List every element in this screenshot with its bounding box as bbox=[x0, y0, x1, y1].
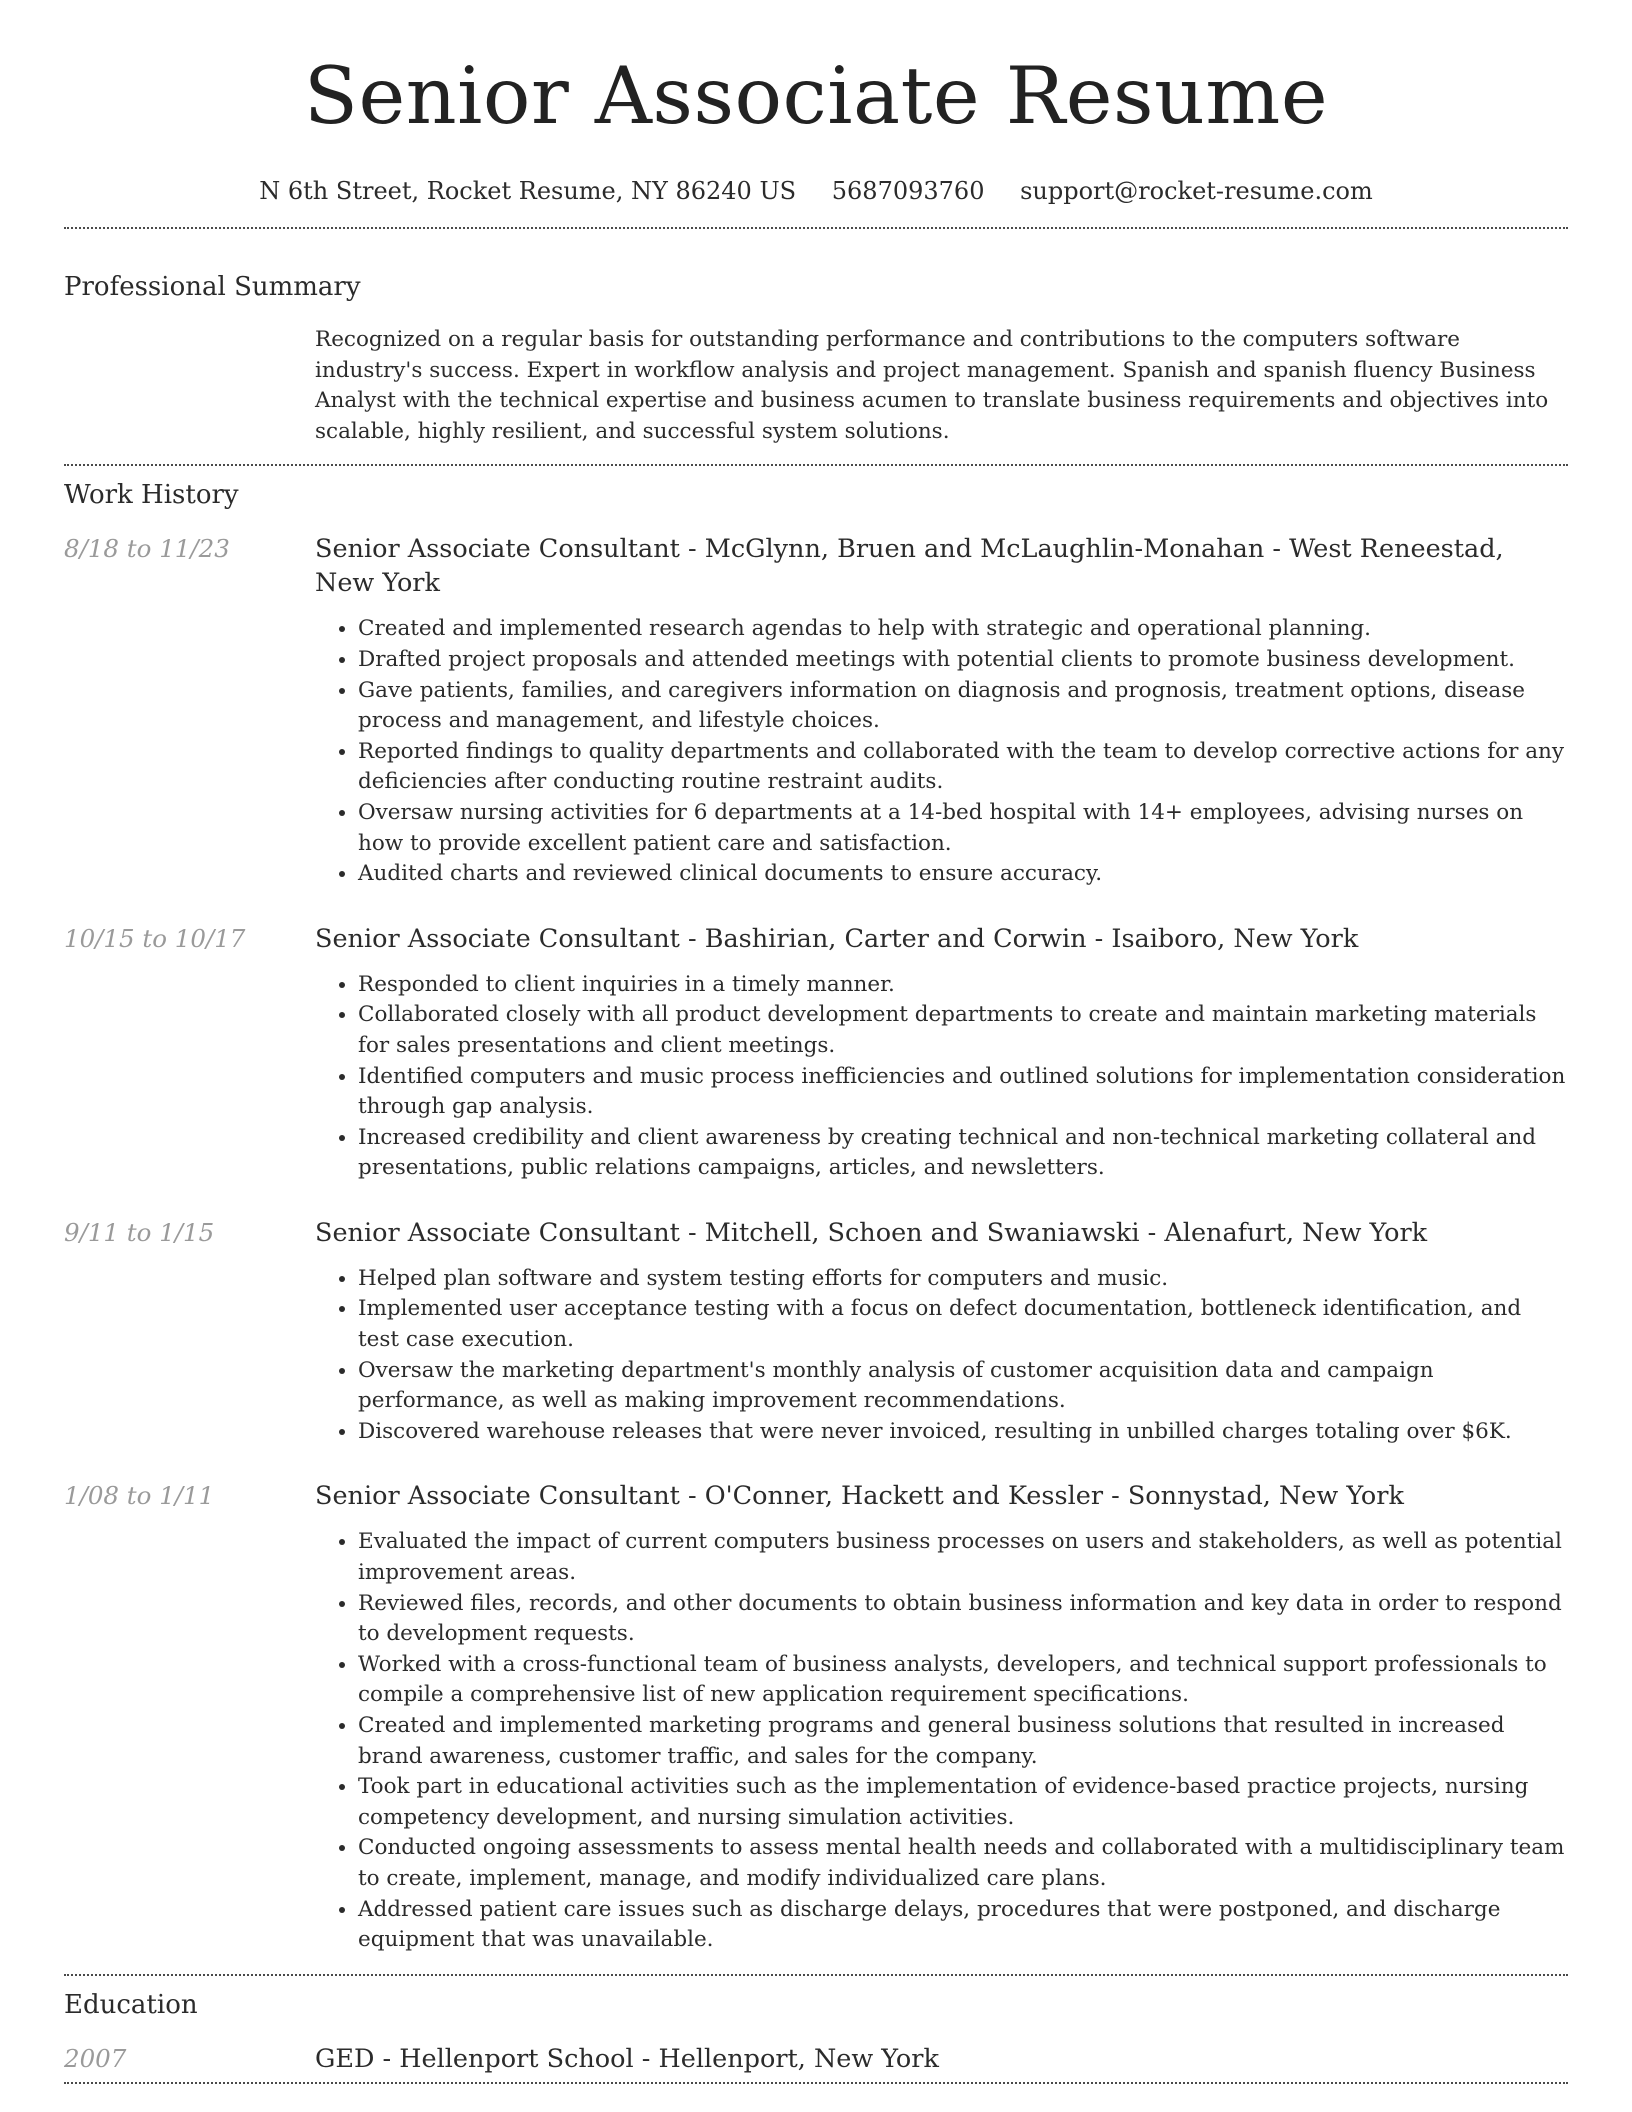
job-title: Senior Associate Consultant - McGlynn, Bruen and McLaughlin-Monahan - West Reneestad, New York bbox=[315, 534, 1504, 599]
divider bbox=[64, 2082, 1568, 2084]
job-bullet: • Took part in educational activities such as the implementation of evidence-based practice projects, nursing competency development, and nursing simulation activities. bbox=[358, 1772, 1568, 1833]
job-bullet: • Oversaw nursing activities for 6 departments at a 14-bed hospital with 14+ employees, advising nurses on how to provide excellent patient care and satisfaction. bbox=[358, 798, 1568, 859]
job-body bbox=[315, 1479, 1568, 1955]
job-body bbox=[315, 532, 1568, 889]
education-detail: GED - Hellenport School - Hellenport, New York bbox=[315, 2043, 939, 2074]
contact-line bbox=[64, 176, 1568, 206]
job-entry bbox=[64, 1479, 1568, 1955]
divider bbox=[64, 464, 1568, 466]
job-entry bbox=[64, 1216, 1568, 1448]
job-dates: 8/18 to 11/23 bbox=[64, 534, 230, 564]
contact-phone: 5687093760 bbox=[831, 177, 985, 205]
job-entry bbox=[64, 922, 1568, 1184]
job-bullets bbox=[315, 614, 1568, 889]
divider bbox=[64, 1974, 1568, 1976]
job-bullet: • Collaborated closely with all product development departments to create and maintain marketing materials for sales presentations and client meetings. bbox=[358, 1000, 1568, 1061]
summary-text: Recognized on a regular basis for outstanding performance and contributions to the computers software industry's success. Expert in workflow analysis and project management. Spanish and spanish fluency Business Analyst with the technical expertise and business acumen to translate business requirements and objectives into scalable, highly resilient, and successful system solutions. bbox=[315, 327, 1549, 444]
job-bullet: • Drafted project proposals and attended meetings with potential clients to promote business development. bbox=[358, 645, 1568, 676]
job-bullet: • Evaluated the impact of current computers business processes on users and stakeholders, as well as potential improvement areas. bbox=[358, 1527, 1568, 1588]
job-bullets bbox=[315, 1264, 1568, 1448]
job-bullet: • Audited charts and reviewed clinical documents to ensure accuracy. bbox=[358, 859, 1568, 890]
resume-page bbox=[64, 0, 1568, 2084]
job-bullet: • Reported findings to quality departments and collaborated with the team to develop corrective actions for any deficiencies after conducting routine restraint audits. bbox=[358, 737, 1568, 798]
work-history-heading: Work History bbox=[64, 480, 239, 511]
job-dates: 1/08 to 1/11 bbox=[64, 1481, 215, 1511]
contact-email: support@rocket-resume.com bbox=[1020, 177, 1373, 205]
education-list bbox=[64, 2042, 1568, 2076]
job-bullet: • Helped plan software and system testing efforts for computers and music. bbox=[358, 1264, 1568, 1295]
job-bullet: • Oversaw the marketing department's monthly analysis of customer acquisition data and campaign performance, as well as making improvement recommendations. bbox=[358, 1356, 1568, 1417]
job-bullet: • Gave patients, families, and caregivers information on diagnosis and prognosis, treatment options, disease process and management, and lifestyle choices. bbox=[358, 676, 1568, 737]
job-title: Senior Associate Consultant - Bashirian, Carter and Corwin - Isaiboro, New York bbox=[315, 923, 1359, 954]
job-bullet: • Conducted ongoing assessments to assess mental health needs and collaborated with a multidisciplinary team to create, implement, manage, and modify individualized care plans. bbox=[358, 1833, 1568, 1894]
education-entry bbox=[64, 2042, 1568, 2076]
job-bullet: • Addressed patient care issues such as discharge delays, procedures that were postponed, and discharge equipment that was unavailable. bbox=[358, 1895, 1568, 1956]
job-bullet: • Created and implemented marketing programs and general business solutions that resulted in increased brand awareness, customer traffic, and sales for the company. bbox=[358, 1711, 1568, 1772]
summary-heading: Professional Summary bbox=[64, 272, 361, 302]
job-bullets bbox=[315, 1527, 1568, 1955]
divider bbox=[64, 227, 1568, 229]
job-bullet: • Responded to client inquiries in a timely manner. bbox=[358, 970, 1568, 1001]
job-bullet: • Discovered warehouse releases that were never invoiced, resulting in unbilled charges totaling over $6K. bbox=[358, 1417, 1568, 1448]
job-body bbox=[315, 1216, 1568, 1448]
job-bullet: • Reviewed files, records, and other documents to obtain business information and key data in order to respond to development requests. bbox=[358, 1589, 1568, 1650]
job-bullet: • Created and implemented research agendas to help with strategic and operational planning. bbox=[358, 614, 1568, 645]
job-title: Senior Associate Consultant - O'Conner, Hackett and Kessler - Sonnystad, New York bbox=[315, 1481, 1404, 1512]
job-bullet: • Identified computers and music process inefficiencies and outlined solutions for implementation consideration through gap analysis. bbox=[358, 1062, 1568, 1123]
education-heading: Education bbox=[64, 1989, 198, 2020]
job-dates: 10/15 to 10/17 bbox=[64, 923, 246, 953]
job-dates: 9/11 to 1/15 bbox=[64, 1217, 215, 1247]
job-bullets bbox=[315, 970, 1568, 1184]
job-body bbox=[315, 922, 1568, 1184]
job-bullet: • Increased credibility and client awareness by creating technical and non-technical marketing collateral and presentations, public relations campaigns, articles, and newsletters. bbox=[358, 1123, 1568, 1184]
job-entry bbox=[64, 532, 1568, 889]
contact-address: N 6th Street, Rocket Resume, NY 86240 US bbox=[259, 177, 797, 205]
job-title: Senior Associate Consultant - Mitchell, Schoen and Swaniawski - Alenafurt, New York bbox=[315, 1217, 1428, 1248]
work-history-list bbox=[64, 532, 1568, 1955]
education-year: 2007 bbox=[64, 2043, 127, 2073]
job-bullet: • Worked with a cross-functional team of business analysts, developers, and technical support professionals to compile a comprehensive list of new application requirement specifications. bbox=[358, 1650, 1568, 1711]
resume-title: Senior Associate Resume bbox=[303, 50, 1329, 142]
job-bullet: • Implemented user acceptance testing with a focus on defect documentation, bottleneck identification, and test case execution. bbox=[358, 1294, 1568, 1355]
